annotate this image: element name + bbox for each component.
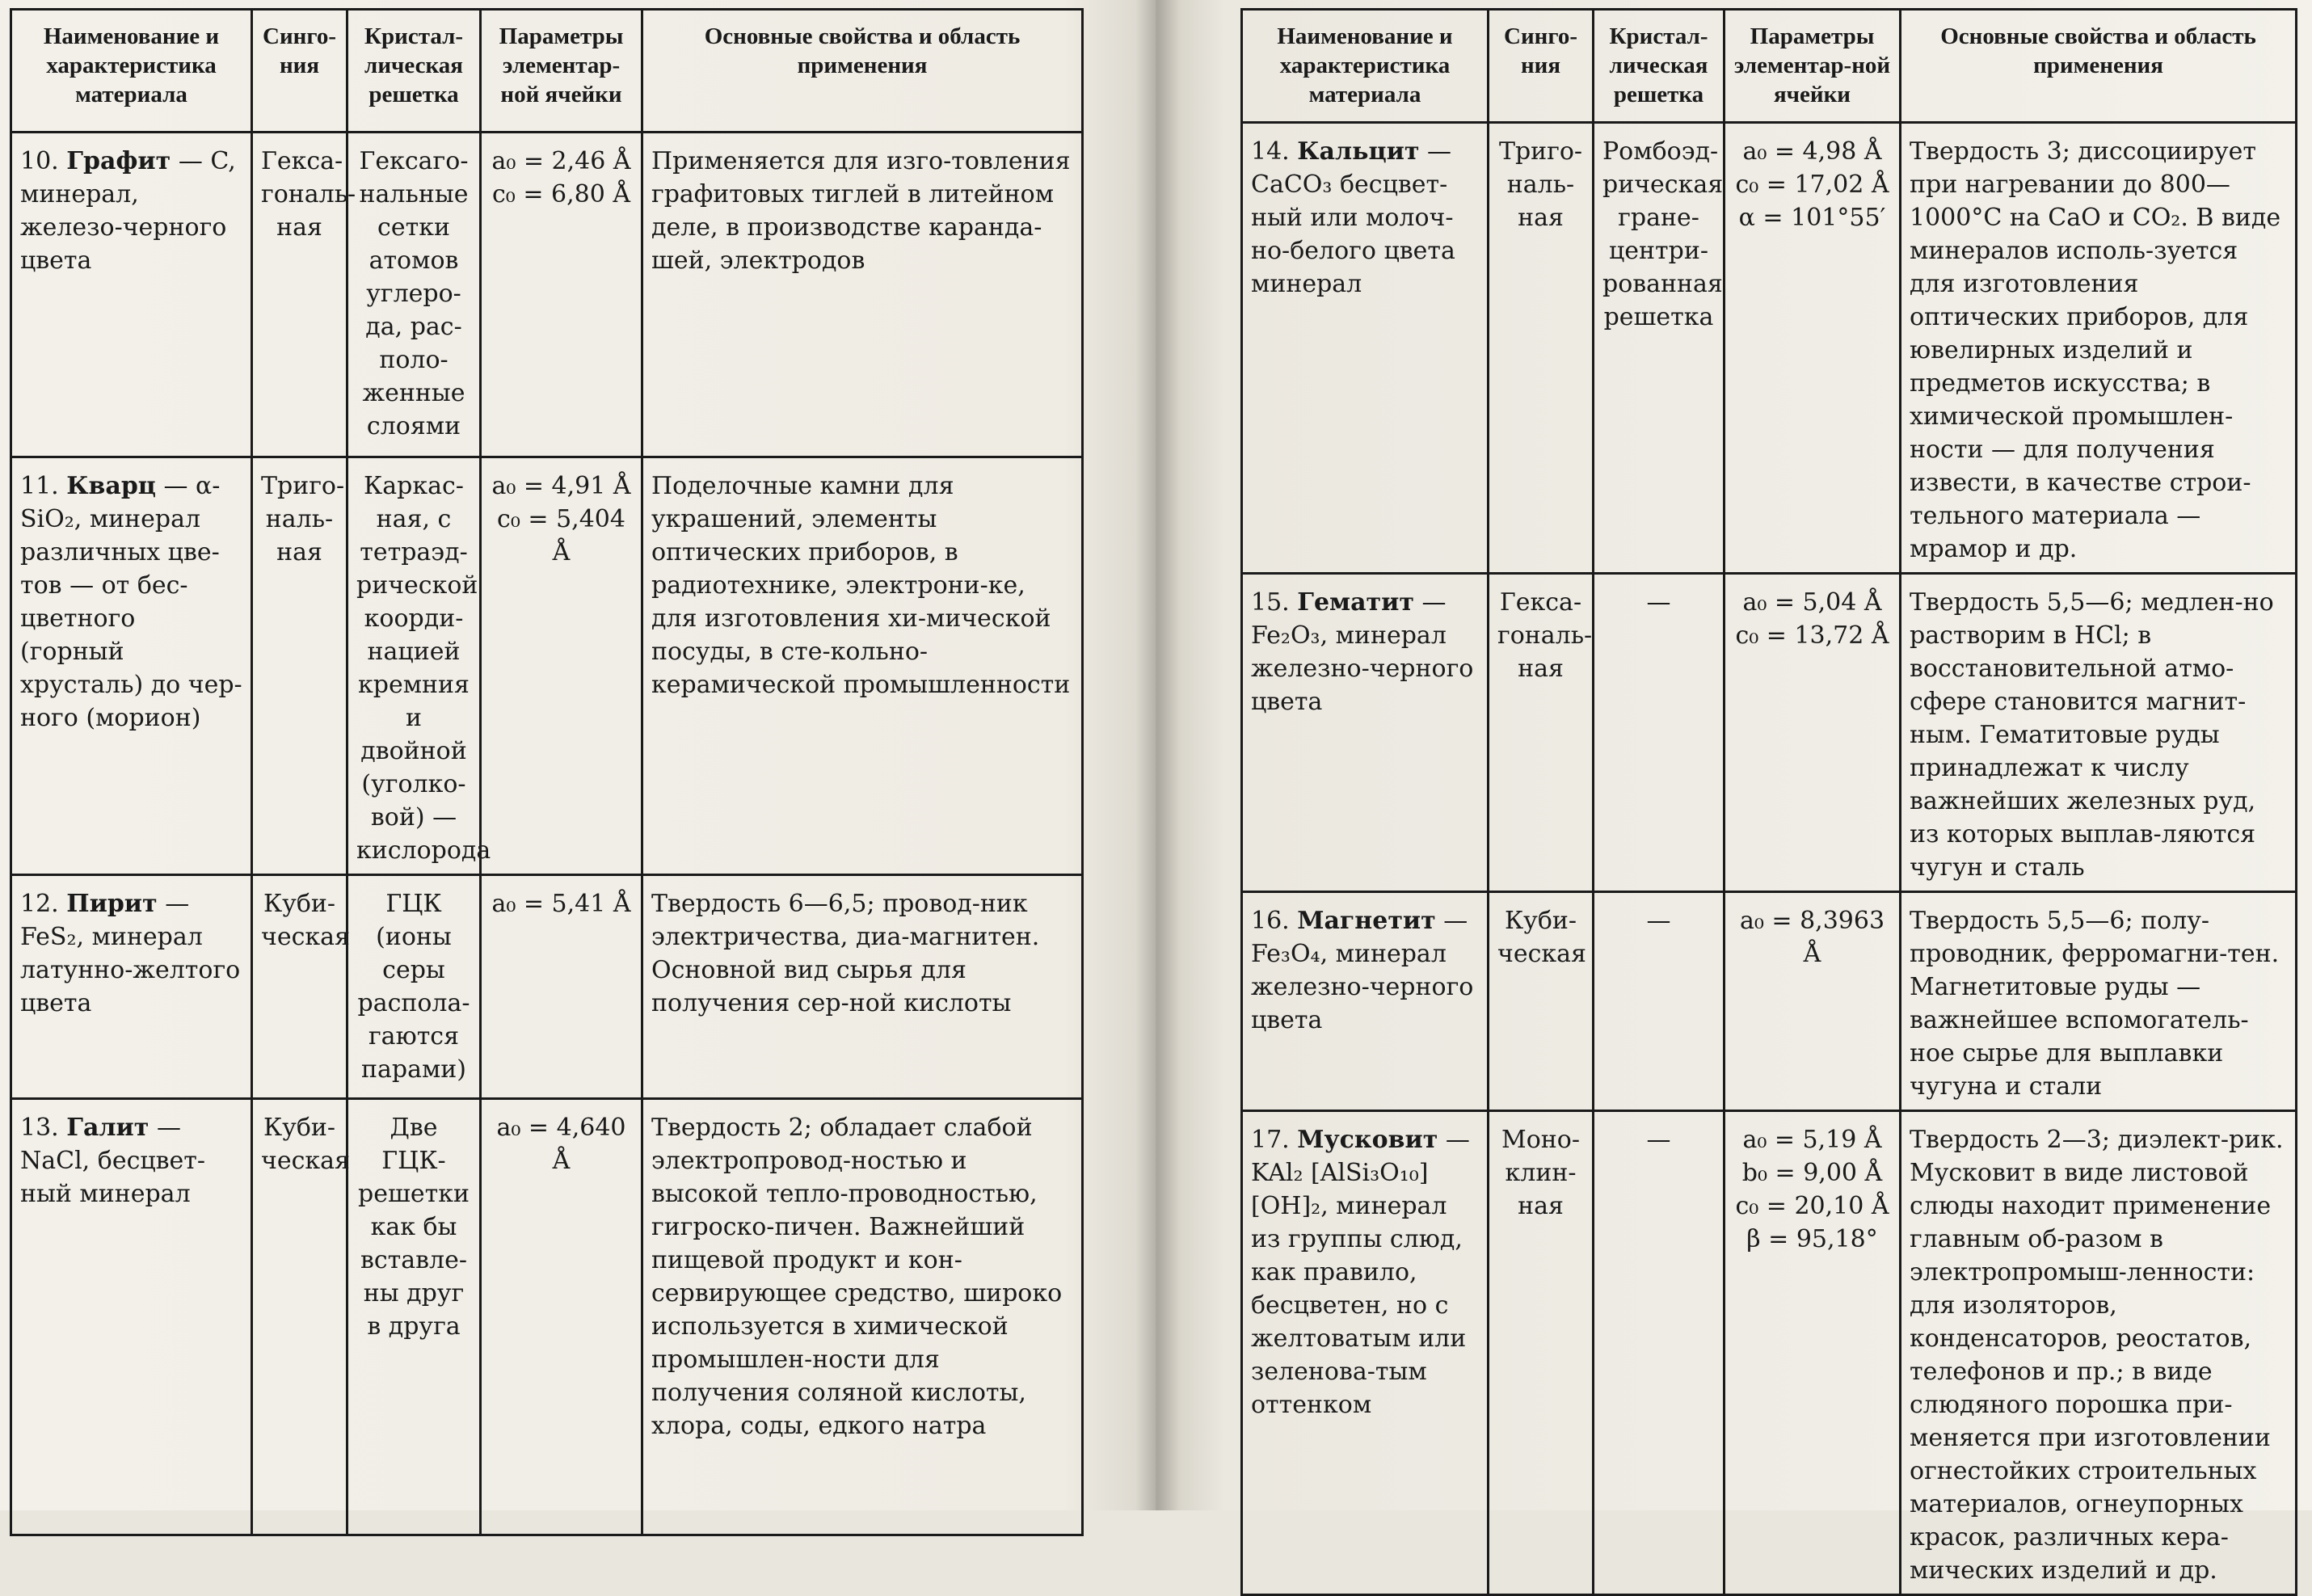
lattice-cell: — <box>1594 892 1725 1111</box>
row-number: 17. <box>1251 1126 1298 1154</box>
header-name: Наименование и характеристика материала <box>11 10 252 133</box>
row-number: 16. <box>1251 907 1298 935</box>
header-properties: Основные свойства и область применения <box>1901 10 2297 123</box>
cell-parameters-cell: a₀ = 5,19 Å b₀ = 9,00 Å c₀ = 20,10 Å β = 95,18° <box>1725 1111 1901 1595</box>
material-title: Кварц <box>66 472 156 500</box>
cell-parameters-cell: a₀ = 4,98 Å c₀ = 17,02 Å α = 101°55′ <box>1725 123 1901 574</box>
row-number: 13. <box>20 1114 67 1142</box>
left-page <box>0 0 1156 1510</box>
table-row <box>11 875 1083 1099</box>
table-row <box>11 133 1083 457</box>
material-description: — Fe₂O₃, минерал железно-черного цвета <box>1251 588 1474 716</box>
book-gutter <box>1135 0 1180 1510</box>
properties-cell: Твердость 2; обладает слабой электропровод-ностью и высокой тепло-проводностью, гигроско-пичен. Важнейший пищевой продукт и кон-сервирующее средство, широко используется в химической промышлен-ности для получения соляной кислоты, хлора, соды, едкого натра <box>642 1099 1083 1535</box>
table-row <box>1242 574 2297 892</box>
table-row <box>11 457 1083 875</box>
header-syngony: Синго-ния <box>1489 10 1594 123</box>
table-row <box>1242 123 2297 574</box>
material-title: Галит <box>66 1114 150 1142</box>
syngony-cell: Куби-ческая <box>252 875 347 1099</box>
table-row <box>1242 892 2297 1111</box>
row-number: 11. <box>20 472 67 500</box>
material-description: — CaCO₃ бесцвет-ный или молоч-но-белого цвета минерал <box>1251 137 1455 298</box>
material-title: Пирит <box>66 890 158 918</box>
cell-parameters-cell: a₀ = 5,41 Å <box>481 875 642 1099</box>
material-name-cell <box>1242 1111 1489 1595</box>
materials-table-right <box>1240 8 2297 1596</box>
material-title: Магнетит <box>1297 907 1436 935</box>
header-row <box>11 10 1083 133</box>
header-syngony: Синго-ния <box>252 10 347 133</box>
cell-parameters-cell: a₀ = 2,46 Å c₀ = 6,80 Å <box>481 133 642 457</box>
material-title: Графит <box>66 147 171 175</box>
cell-parameters-cell: a₀ = 5,04 Å c₀ = 13,72 Å <box>1725 574 1901 892</box>
properties-cell: Твердость 6—6,5; провод-ник электричества, диа-магнитен. Основной вид сырья для получения сер-ной кислоты <box>642 875 1083 1099</box>
row-number: 10. <box>20 147 67 175</box>
material-description: — KAl₂ [AlSi₃O₁₀][OH]₂, минерал из группы слюд, как правило, бесцветен, но с желтоватым или зеленова-тым оттенком <box>1251 1126 1470 1419</box>
material-name-cell <box>1242 892 1489 1111</box>
table-row <box>1242 1111 2297 1595</box>
header-lattice: Кристал-лическая решетка <box>347 10 481 133</box>
lattice-cell: Каркас-ная, с тетраэд-рической коорди-нацией кремния и двойной (уголко-вой) — кислорода <box>347 457 481 875</box>
syngony-cell: Куби-ческая <box>252 1099 347 1535</box>
syngony-cell: Моно-клин-ная <box>1489 1111 1594 1595</box>
lattice-cell: — <box>1594 1111 1725 1595</box>
properties-cell: Поделочные камни для украшений, элементы оптических приборов, в радиотехнике, электрони-ке, для изготовления хи-мической посуды, в сте-кольно-керамической промышленности <box>642 457 1083 875</box>
lattice-cell: ГЦК (ионы серы распола-гаются парами) <box>347 875 481 1099</box>
table-row <box>11 1099 1083 1535</box>
syngony-cell: Триго-наль-ная <box>1489 123 1594 574</box>
material-name-cell <box>1242 123 1489 574</box>
syngony-cell: Триго-наль-ная <box>252 457 347 875</box>
material-description: — Fe₃O₄, минерал железно-черного цвета <box>1251 907 1474 1034</box>
cell-parameters-cell: a₀ = 4,640 Å <box>481 1099 642 1535</box>
lattice-cell: — <box>1594 574 1725 892</box>
properties-cell: Твердость 2—3; диэлект-рик. Мусковит в виде листовой слюды находит применение главным об-разом в электропромыш-ленности: для изоляторов, конденсаторов, реостатов, телефонов и пр.; в виде слюдяного порошка при-меняется при изготовлении огнестойких строительных материалов, огнеупорных красок, различных кера-мических изделий и др. <box>1901 1111 2297 1595</box>
header-properties: Основные свойства и область применения <box>642 10 1083 133</box>
material-title: Мусковит <box>1297 1126 1438 1154</box>
cell-parameters-cell: a₀ = 8,3963 Å <box>1725 892 1901 1111</box>
properties-cell: Твердость 3; диссоциирует при нагревании до 800—1000°C на CaO и CO₂. В виде минералов исполь-зуется для изготовления оптических приборов, для ювелирных изделий и предметов искусства; в химической промышлен-ности — для получения извести, в качестве строи-тельного материала — мрамор и др. <box>1901 123 2297 574</box>
material-name-cell <box>11 1099 252 1535</box>
header-row <box>1242 10 2297 123</box>
material-description: — C, минерал, железо-черного цвета <box>20 147 236 275</box>
material-title: Гематит <box>1297 588 1414 617</box>
header-lattice: Кристал-лическая решетка <box>1594 10 1725 123</box>
material-description: — FeS₂, минерал латунно-желтого цвета <box>20 890 241 1017</box>
properties-cell: Применяется для изго-товления графитовых тиглей в литейном деле, в производстве каранда-шей, электродов <box>642 133 1083 457</box>
header-cell-parameters: Параметры элементар-ной ячейки <box>481 10 642 133</box>
material-name-cell <box>11 875 252 1099</box>
material-description: — NaCl, бесцвет-ный минерал <box>20 1114 206 1208</box>
lattice-cell: Две ГЦК-решетки как бы вставле-ны друг в друга <box>347 1099 481 1535</box>
syngony-cell: Куби-ческая <box>1489 892 1594 1111</box>
row-number: 12. <box>20 890 67 918</box>
lattice-cell: Ромбоэд-рическая гране-центри-рованная решетка <box>1594 123 1725 574</box>
material-name-cell <box>11 133 252 457</box>
row-number: 15. <box>1251 588 1298 617</box>
row-number: 14. <box>1251 137 1298 166</box>
properties-cell: Твердость 5,5—6; полу-проводник, ферромагни-тен. Магнетитовые руды — важнейшее вспомогатель-ное сырье для выплавки чугуна и стали <box>1901 892 2297 1111</box>
material-description: — α-SiO₂, минерал различных цве-тов — от бес-цветного (горный хрусталь) до чер-ного (морион) <box>20 472 242 732</box>
material-title: Кальцит <box>1297 137 1420 166</box>
header-name: Наименование и характеристика материала <box>1242 10 1489 123</box>
header-cell-parameters: Параметры элементар-ной ячейки <box>1725 10 1901 123</box>
properties-cell: Твердость 5,5—6; медлен-но растворим в HCl; в восстановительной атмо-сфере становится магнит-ным. Гематитовые руды принадлежат к числу важнейших железных руд, из которых выплав-ляются чугун и сталь <box>1901 574 2297 892</box>
material-name-cell <box>11 457 252 875</box>
lattice-cell: Гексаго-нальные сетки атомов углеро-да, рас-поло-женные слоями <box>347 133 481 457</box>
material-name-cell <box>1242 574 1489 892</box>
materials-table-left <box>10 8 1084 1536</box>
syngony-cell: Гекса-гональ-ная <box>252 133 347 457</box>
syngony-cell: Гекса-гональ-ная <box>1489 574 1594 892</box>
cell-parameters-cell: a₀ = 4,91 Å c₀ = 5,404 Å <box>481 457 642 875</box>
